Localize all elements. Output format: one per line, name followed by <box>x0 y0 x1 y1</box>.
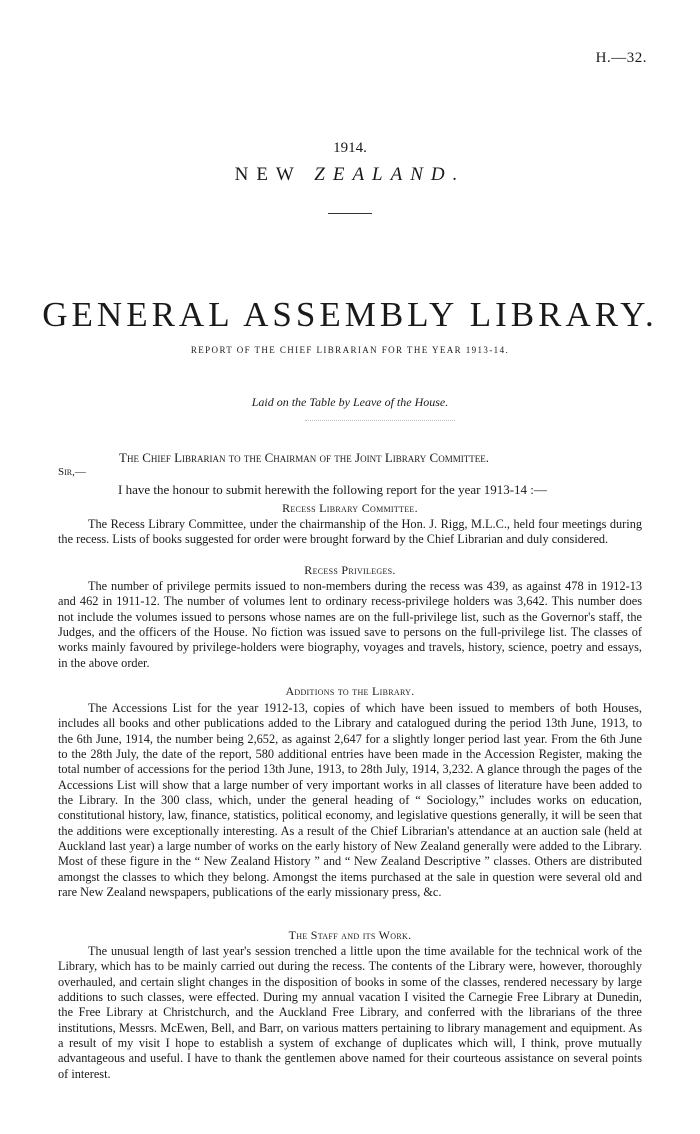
document-title: GENERAL ASSEMBLY LIBRARY. <box>42 295 658 334</box>
letter-salutation: Sir,— <box>58 466 86 478</box>
country-word-zealand: ZEALAND. <box>314 164 466 185</box>
section-body-staff: The unusual length of last year's session trenched a little upon the time available for the technical work of the Library, which has to be mainly carried out during the recess. The contents of the Library were, however, thoroughly overhauled, and certain slight changes in the disposition of books in some of the classes, rendered necessary by large additions to such classes, were effected. During my annual vacation I visited the Carnegie Free Library at Dunedin, the Free Library at Christchurch, and the Auckland Free Library, and conferred with the librarians of the three institutions, Messrs. McEwen, Bell, and Barr, on various matters pertaining to library management and equipment. As a result of my visit I hope to establish a system of exchange of duplicates which will, I think, prove mutually advantageous and useful. I have to thank the gentlemen above named for their courteous assistance on several points of interest. <box>58 944 642 1081</box>
page-reference: H.—32. <box>595 50 647 66</box>
letter-address-line: The Chief Librarian to the Chairman of the Joint Library Committee. <box>119 450 489 465</box>
laid-on-table-note: Laid on the Table by Leave of the House. <box>251 395 449 409</box>
section-body-recess-committee: The Recess Library Committee, under the chairmanship of the Hon. J. Rigg, M.L.C., held four meetings during the recess. Lists of books suggested for order were brought forward by the Chief Librarian and duly considered. <box>58 517 642 547</box>
section-heading-staff: The Staff and its Work. <box>288 928 412 942</box>
country-heading <box>0 164 700 186</box>
section-body-additions: The Accessions List for the year 1912-13, copies of which have been issued to members of both Houses, includes all books and other publications added to the Library and catalogued during the period 13th June, 1913, to the 6th June, 1914, the number being 2,652, as against 2,647 for a slightly longer period last year. From the 6th June to the 28th July, the date of the report, 580 additional entries have been made in the Accession Register, making the total number of accessions for the period 13th June, 1913, to 28th July, 1914, 3,232. A glance through the pages of the Accessions List will show that a large number of very important works in all classes of literature have been added to the Library. In the 300 class, which, under the general heading of “ Sociology,” includes works on education, constitutional history, law, finance, statistics, political economy, and legislative questions generally, it will be seen that the additions were exceptionally interesting. As a result of the Chief Librarian's attendance at an auction sale (held at Auckland last year) a large number of works on the early history of New Zealand generally were added to the Library. Most of these figure in the “ New Zealand History ” and “ New Zealand Descriptive ” classes. Others are distributed amongst the classes to which they belong. Amongst the items purchased at the sale in question were several old and rare New Zealand newspapers, publications of the early missionary press, &c. <box>58 701 642 900</box>
section-heading-recess-privileges: Recess Privileges. <box>304 563 396 577</box>
title-divider <box>328 213 372 214</box>
country-word-new: NEW <box>234 164 302 185</box>
document-year: 1914. <box>333 140 367 156</box>
section-heading-recess-committee: Recess Library Committee. <box>282 501 418 515</box>
section-heading-additions: Additions to the Library. <box>285 684 415 698</box>
letter-opening: I have the honour to submit herewith the following report for the year 1913-14 :— <box>118 482 547 497</box>
faint-divider <box>305 420 455 421</box>
document-subtitle: REPORT OF THE CHIEF LIBRARIAN FOR THE YEAR 1913-14. <box>190 345 510 355</box>
section-body-recess-privileges: The number of privilege permits issued to non-members during the recess was 439, as against 478 in 1912-13 and 462 in 1911-12. The number of volumes lent to ordinary recess-privilege holders was 3,642. This number does not include the volumes issued to persons whose names are on the full-privilege list, such as the Governor's staff, the Judges, and the officers of the House. No fiction was issued save to persons on the full-privilege list. The classes of works mainly favoured by privilege-holders were biography, voyages and travels, history, science, poetry and essays, in the above order. <box>58 579 642 670</box>
